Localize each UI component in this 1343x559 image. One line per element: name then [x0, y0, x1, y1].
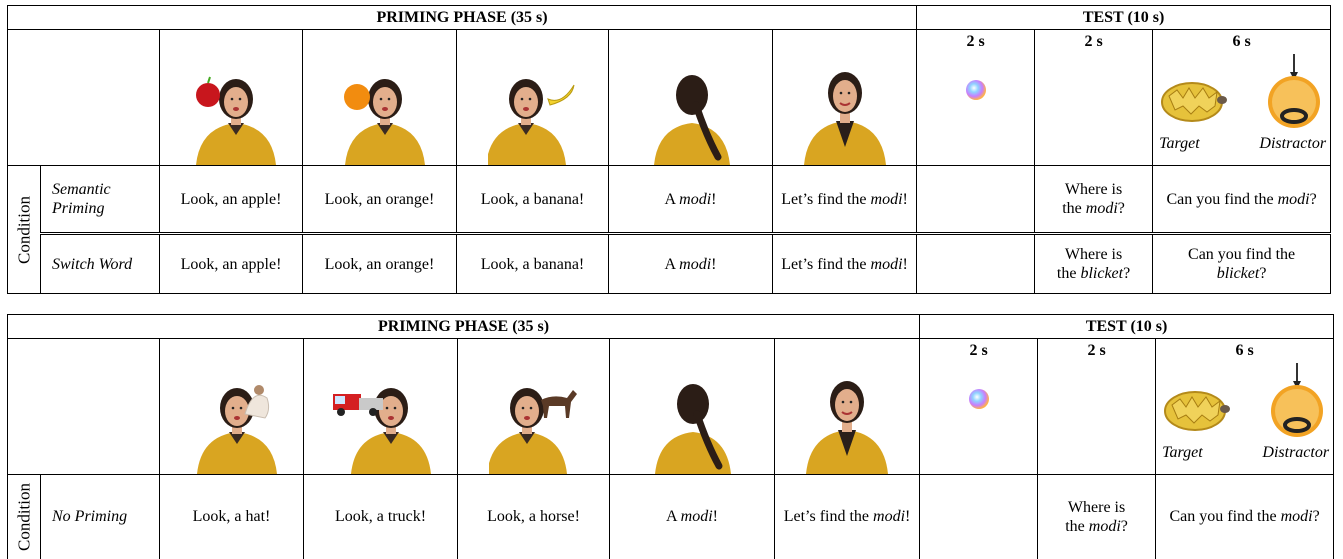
prime-frame-facing — [773, 30, 917, 166]
novel-word: modi — [680, 508, 713, 526]
duration-label: 6 s — [1232, 33, 1251, 50]
utterance-text: ! — [712, 508, 718, 526]
prime-frame-horse — [458, 339, 610, 475]
utterance-cell — [1035, 234, 1153, 294]
distractor-lamp-icon — [1267, 363, 1327, 441]
utterance-text: ! — [902, 190, 908, 208]
novel-word: modi — [679, 255, 712, 273]
condition-label-cell — [8, 475, 41, 559]
test-phase-header: TEST (10 s) — [917, 6, 1331, 30]
duration-label: 2 s — [966, 33, 985, 50]
condition-label: Condition — [14, 195, 34, 264]
novel-target-object-icon — [1162, 385, 1232, 435]
utterance-text: Let’s find the — [781, 255, 871, 273]
woman-facing-camera-image — [800, 65, 890, 165]
utterance-text: Can you find the — [1169, 508, 1281, 526]
switch-word: blicket — [1216, 265, 1260, 282]
test-attention-getter-cell — [920, 339, 1038, 475]
duration-label: 2 s — [1084, 33, 1103, 50]
woman-turned-away-image — [647, 374, 737, 474]
utterance-cell — [1153, 166, 1331, 234]
woman-with-apple-image — [186, 65, 276, 165]
distractor-label: Distractor — [1262, 444, 1330, 461]
novel-target-object-icon — [1159, 76, 1229, 126]
utterance-text: A — [664, 190, 680, 208]
woman-turned-away-image — [646, 65, 736, 165]
utterance-text: Let’s find the — [781, 190, 871, 208]
condition-name-line: Semantic — [52, 181, 111, 198]
utterance-text: Let’s find the — [783, 508, 874, 526]
semantic-switch-table — [7, 5, 1331, 294]
empty-test-cell — [917, 234, 1035, 294]
attention-getter-icon — [967, 387, 991, 411]
empty-corner-cell — [8, 30, 160, 166]
utterance-cell: Look, an apple! — [160, 166, 303, 234]
priming-phase-header: PRIMING PHASE (35 s) — [8, 315, 920, 339]
test-blank-cell — [1038, 339, 1156, 475]
utterance-text: ? — [1117, 200, 1125, 217]
utterance-cell: Look, a banana! — [457, 166, 609, 234]
empty-test-cell — [920, 475, 1038, 559]
woman-with-hat-image — [187, 374, 277, 474]
condition-label-cell — [8, 166, 41, 294]
utterance-text: Where is — [1067, 498, 1126, 516]
utterance-text: ! — [711, 190, 717, 208]
utterance-cell — [775, 475, 920, 559]
condition-label: Condition — [14, 482, 34, 551]
utterance-cell — [1153, 234, 1331, 294]
novel-word: modi — [873, 508, 906, 526]
woman-with-orange-image — [335, 65, 425, 165]
test-target-distractor-cell — [1153, 30, 1331, 166]
utterance-text: Where is — [1064, 246, 1123, 263]
utterance-cell: Look, a banana! — [457, 234, 609, 294]
prime-frame-truck — [304, 339, 458, 475]
novel-word: modi — [1277, 190, 1310, 208]
utterance-cell: Look, an orange! — [303, 166, 457, 234]
test-phase-header: TEST (10 s) — [920, 315, 1334, 339]
utterance-text: Can you find the — [1188, 246, 1296, 263]
prime-frame-hat — [160, 339, 304, 475]
empty-test-cell — [917, 166, 1035, 234]
condition-name-no-priming: No Priming — [41, 475, 160, 559]
utterance-text: Can you find the — [1166, 190, 1278, 208]
woman-with-truck-image — [329, 374, 433, 474]
attention-getter-icon — [964, 78, 988, 102]
target-label: Target — [1162, 444, 1203, 461]
utterance-text: Where is — [1064, 181, 1123, 198]
distractor-lamp-icon — [1264, 54, 1324, 132]
utterance-cell: Look, an apple! — [160, 234, 303, 294]
utterance-text: the — [1065, 517, 1089, 535]
utterance-cell: Look, a horse! — [458, 475, 610, 559]
novel-word: modi — [1280, 508, 1313, 526]
utterance-text: A — [666, 508, 681, 526]
prime-frame-banana — [457, 30, 609, 166]
woman-facing-camera-image — [802, 374, 892, 474]
novel-word: modi — [1085, 200, 1118, 217]
novel-word: modi — [679, 190, 712, 208]
utterance-text: ? — [1123, 265, 1131, 282]
test-attention-getter-cell — [917, 30, 1035, 166]
duration-label: 6 s — [1235, 342, 1254, 359]
woman-with-horse-image — [489, 374, 579, 474]
distractor-label: Distractor — [1259, 135, 1327, 152]
switch-word: blicket — [1080, 265, 1124, 282]
utterance-text: ? — [1120, 517, 1128, 535]
utterance-cell — [1035, 166, 1153, 234]
utterance-text: the — [1056, 265, 1081, 282]
utterance-text: A — [664, 255, 680, 273]
condition-name-line: Priming — [52, 200, 105, 217]
novel-word: modi — [870, 255, 903, 273]
utterance-cell — [1156, 475, 1334, 559]
utterance-text: ? — [1309, 190, 1317, 208]
test-target-distractor-cell — [1156, 339, 1334, 475]
novel-word: modi — [1088, 517, 1121, 535]
utterance-text: ! — [905, 508, 911, 526]
duration-label: 2 s — [1087, 342, 1106, 359]
utterance-cell — [1038, 475, 1156, 559]
no-priming-table — [7, 314, 1334, 559]
duration-label: 2 s — [969, 342, 988, 359]
utterance-text: ? — [1312, 508, 1320, 526]
prime-frame-apple — [160, 30, 303, 166]
empty-corner-cell — [8, 339, 160, 475]
utterance-cell: Look, a hat! — [160, 475, 304, 559]
condition-name-semantic — [41, 166, 160, 234]
utterance-text: ! — [902, 255, 908, 273]
utterance-cell — [609, 234, 773, 294]
priming-phase-header: PRIMING PHASE (35 s) — [8, 6, 917, 30]
utterance-text: ! — [711, 255, 717, 273]
utterance-cell — [773, 234, 917, 294]
condition-name-switch: Switch Word — [41, 234, 160, 294]
utterance-cell: Look, an orange! — [303, 234, 457, 294]
utterance-text: the — [1062, 200, 1086, 217]
prime-frame-facing — [775, 339, 920, 475]
test-blank-cell — [1035, 30, 1153, 166]
utterance-text: ? — [1259, 265, 1267, 282]
prime-frame-turned-away — [609, 30, 773, 166]
prime-frame-turned-away — [610, 339, 775, 475]
target-label: Target — [1159, 135, 1200, 152]
prime-frame-orange — [303, 30, 457, 166]
novel-word: modi — [870, 190, 903, 208]
utterance-cell — [610, 475, 775, 559]
woman-with-banana-image — [488, 65, 578, 165]
utterance-cell — [609, 166, 773, 234]
utterance-cell: Look, a truck! — [304, 475, 458, 559]
utterance-cell — [773, 166, 917, 234]
